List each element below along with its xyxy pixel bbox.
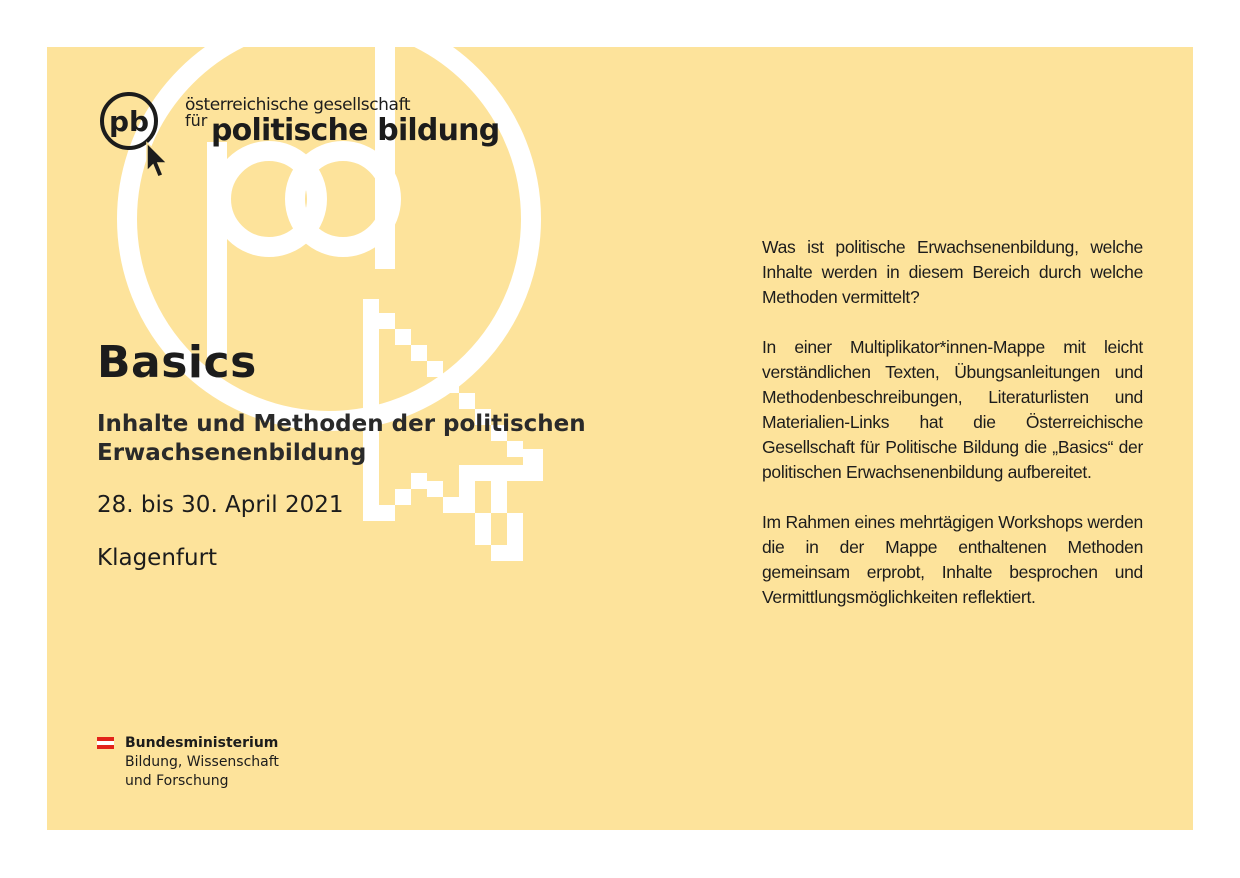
description-paragraph: In einer Multiplikator*innen-Mappe mit leicht verständlichen Texten, Übungsanleitungen und Methodenbeschreibungen, Literaturlisten und Materialien-Links hat die Österreichische Gesellschaft für Politische Bildung die „Basics“ der politischen Erwachsenenbildung aufbereitet. [762,337,1143,482]
pb-logo-icon [99,85,179,185]
austrian-flag-icon [97,737,114,749]
event-card [47,47,1193,830]
logo-text-prefix: für [185,111,208,130]
ministry-logo [97,735,357,805]
event-description [762,235,1143,635]
ministry-name-line3: und Forschung [125,773,229,789]
event-title: Basics [97,337,257,388]
event-date: 28. bis 30. April 2021 [97,492,344,518]
description-paragraph: Im Rahmen eines mehrtägigen Workshops werden die in der Mappe enthaltenen Methoden gemeinsam erprobt, Inhalte besprochen und Vermittlungsmöglichkeiten reflektiert. [762,512,1143,607]
organization-logo [99,85,500,185]
logo-text-line2: politische bildung [211,113,500,148]
svg-text:pb: pb [108,105,150,138]
event-subtitle: Inhalte und Methoden der politischen Erwachsenenbildung [97,411,586,466]
ministry-name-line2: Bildung, Wissenschaft [125,754,279,770]
event-location: Klagenfurt [97,545,218,571]
description-paragraph: Was ist politische Erwachsenenbildung, welche Inhalte werden in diesem Bereich durch welche Methoden vermittelt? [762,237,1143,307]
ministry-name-line1: Bundesministerium [125,735,279,751]
logo-text-line1: österreichische gesellschaft [185,95,411,115]
